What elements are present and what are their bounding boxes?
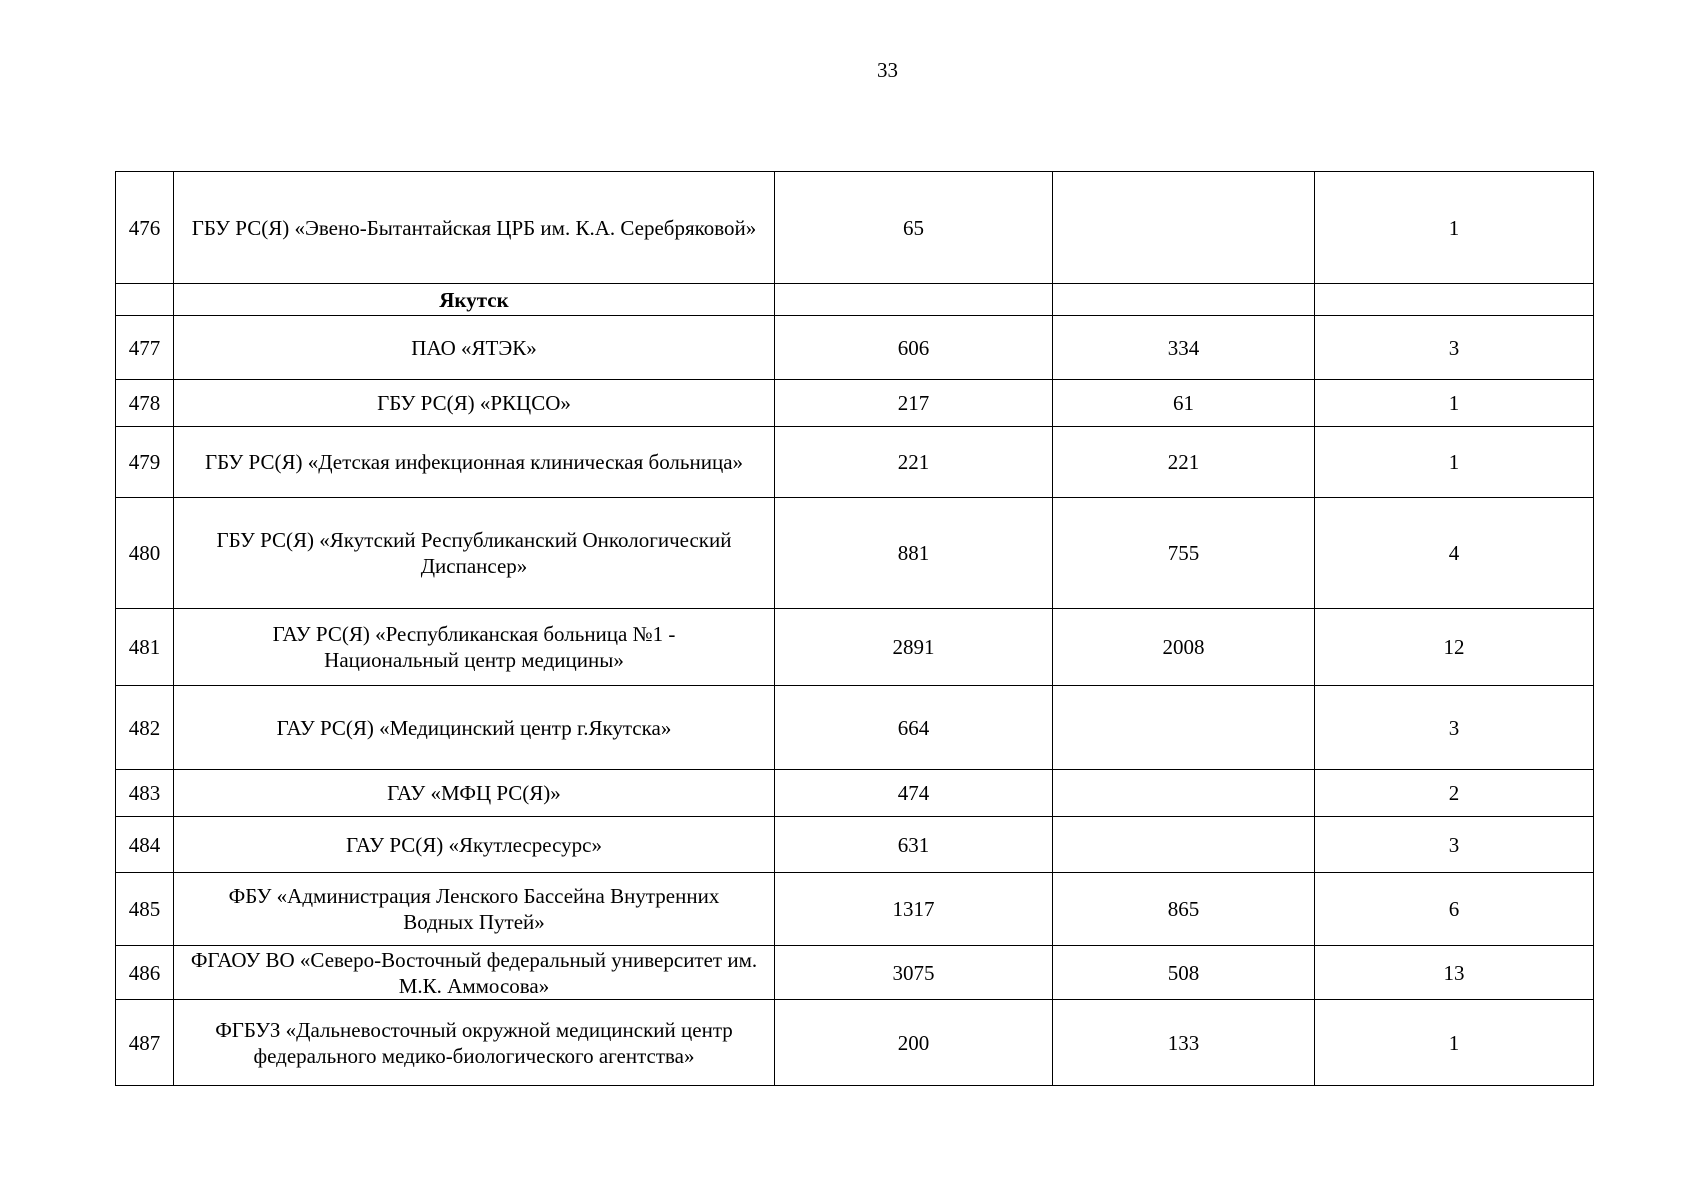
table-row [116,172,1594,284]
value-col3: 606 [775,316,1053,380]
table-row [116,609,1594,686]
row-number: 482 [116,686,174,770]
value-col5: 1 [1315,427,1594,498]
value-col5: 13 [1315,946,1594,1000]
value-col3: 217 [775,380,1053,427]
value-col3: 881 [775,498,1053,609]
page-number: 33 [877,58,898,82]
organization-name: ФБУ «Администрация Ленского Бассейна Внутренних Водных Путей» [174,873,775,946]
row-number: 481 [116,609,174,686]
value-col3: 200 [775,1000,1053,1086]
value-col5: 1 [1315,172,1594,284]
row-number: 478 [116,380,174,427]
value-col4 [1053,770,1315,817]
value-col5: 2 [1315,770,1594,817]
organization-name: ФГБУЗ «Дальневосточный окружной медицинский центр федерального медико-биологического агентства» [174,1000,775,1086]
value-col3: 664 [775,686,1053,770]
organization-name: ГАУ «МФЦ РС(Я)» [174,770,775,817]
value-col4 [1053,172,1315,284]
value-col3: 1317 [775,873,1053,946]
organization-name: ГБУ РС(Я) «РКЦСО» [174,380,775,427]
organization-name: ГАУ РС(Я) «Медицинский центр г.Якутска» [174,686,775,770]
row-number: 486 [116,946,174,1000]
organizations-table [115,171,1594,1086]
organization-name: ГАУ РС(Я) «Республиканская больница №1 - Национальный центр медицины» [174,609,775,686]
value-col4: 221 [1053,427,1315,498]
table-row [116,686,1594,770]
value-col5: 3 [1315,686,1594,770]
row-number: 477 [116,316,174,380]
row-number: 484 [116,817,174,873]
organization-name: ФГАОУ ВО «Северо-Восточный федеральный университет им. М.К. Аммосова» [174,946,775,1000]
value-col4: 61 [1053,380,1315,427]
value-col4: 133 [1053,1000,1315,1086]
value-col3: 221 [775,427,1053,498]
value-col5: 3 [1315,817,1594,873]
table-row [116,316,1594,380]
value-col3: 2891 [775,609,1053,686]
value-col4: 2008 [1053,609,1315,686]
organization-name: ПАО «ЯТЭК» [174,316,775,380]
row-number: 480 [116,498,174,609]
value-col3: 65 [775,172,1053,284]
value-col3 [775,284,1053,316]
value-col3: 631 [775,817,1053,873]
value-col4: 865 [1053,873,1315,946]
table-row [116,380,1594,427]
value-col5: 12 [1315,609,1594,686]
organization-name: ГАУ РС(Я) «Якутлесресурс» [174,817,775,873]
table-row [116,817,1594,873]
value-col4: 508 [1053,946,1315,1000]
organization-name: ГБУ РС(Я) «Детская инфекционная клиническая больница» [174,427,775,498]
row-number [116,284,174,316]
table-row [116,770,1594,817]
section-title: Якутск [174,284,775,316]
value-col3: 474 [775,770,1053,817]
table-row [116,498,1594,609]
value-col4: 334 [1053,316,1315,380]
value-col4: 755 [1053,498,1315,609]
value-col4 [1053,686,1315,770]
table-row [116,946,1594,1000]
row-number: 487 [116,1000,174,1086]
table-row [116,873,1594,946]
value-col5 [1315,284,1594,316]
row-number: 479 [116,427,174,498]
organization-name: ГБУ РС(Я) «Эвено-Бытантайская ЦРБ им. К.А. Серебряковой» [174,172,775,284]
row-number: 476 [116,172,174,284]
value-col5: 3 [1315,316,1594,380]
value-col5: 4 [1315,498,1594,609]
row-number: 483 [116,770,174,817]
value-col4 [1053,817,1315,873]
value-col4 [1053,284,1315,316]
value-col5: 6 [1315,873,1594,946]
value-col5: 1 [1315,1000,1594,1086]
value-col5: 1 [1315,380,1594,427]
table-row [116,427,1594,498]
table-row [116,1000,1594,1086]
value-col3: 3075 [775,946,1053,1000]
row-number: 485 [116,873,174,946]
section-row [116,284,1594,316]
organization-name: ГБУ РС(Я) «Якутский Республиканский Онкологический Диспансер» [174,498,775,609]
